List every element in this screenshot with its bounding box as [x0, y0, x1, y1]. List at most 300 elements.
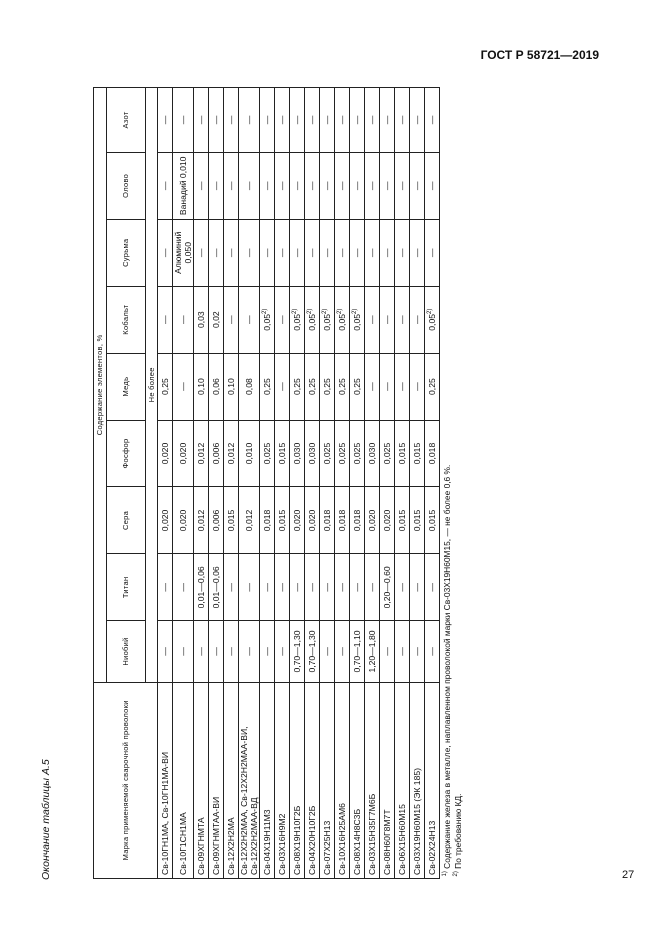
- column-header-element: Медь: [107, 353, 146, 420]
- table-cell: [410, 554, 425, 621]
- table-cell: [320, 152, 335, 219]
- cell-value: —: [382, 647, 392, 656]
- header-row-group: [94, 88, 107, 879]
- cell-value: —: [178, 115, 188, 125]
- table-cell: [290, 219, 305, 286]
- table-cell: [173, 554, 194, 621]
- table-cell: [209, 152, 224, 219]
- cell-value: —: [226, 583, 236, 592]
- table-cell: [239, 554, 260, 621]
- column-header-element: Олово: [107, 152, 146, 219]
- cell-value: —: [322, 647, 332, 656]
- table-cell: [380, 152, 395, 219]
- table-cell: [335, 487, 350, 554]
- table-cell: [410, 420, 425, 487]
- cell-value: —: [337, 115, 347, 125]
- cell-value: 0,20—0,60: [382, 566, 392, 609]
- cell-value: —: [367, 382, 377, 391]
- table-cell: [158, 621, 173, 682]
- cell-value: —: [292, 248, 302, 258]
- cell-value: —: [412, 115, 422, 125]
- cell-value: 0,020: [307, 509, 317, 532]
- wire-grade: Св-03Х19Н60М15 (ЭК 185): [410, 682, 425, 878]
- cell-value: —: [244, 115, 254, 125]
- cell-value: 0,02: [211, 311, 221, 329]
- table-cell: [260, 554, 275, 621]
- table-cell: [335, 88, 350, 153]
- cell-value: —: [337, 647, 347, 656]
- cell-value: 0,25: [307, 378, 317, 395]
- table-cell: [194, 420, 209, 487]
- table-cell: [224, 487, 239, 554]
- table-cell: [290, 152, 305, 219]
- table-cell: [260, 353, 275, 420]
- cell-value: 0,015: [277, 442, 287, 465]
- cell-value: —: [367, 181, 377, 191]
- cell-value: —: [160, 583, 170, 592]
- footnote-2-mark: 2): [453, 871, 460, 877]
- table-cell: [158, 353, 173, 420]
- table-cell: [350, 152, 365, 219]
- table-cell: [410, 286, 425, 353]
- table-cell: [320, 286, 335, 353]
- cell-value: —: [277, 315, 287, 324]
- table-cell: [425, 353, 440, 420]
- cell-value: —: [397, 382, 407, 391]
- table-cell: [410, 621, 425, 682]
- table-cell: [365, 487, 380, 554]
- cell-value: 0,020: [160, 509, 170, 532]
- table-cell: [158, 487, 173, 554]
- cell-value: —: [412, 382, 422, 391]
- table-cell: [335, 353, 350, 420]
- cell-value: —: [226, 647, 236, 656]
- table-row: [158, 88, 173, 879]
- table-cell: [395, 621, 410, 682]
- footnote-marker: 2): [337, 308, 344, 314]
- cell-value: —: [367, 583, 377, 592]
- footnote-1: [442, 90, 453, 877]
- column-header-group: Содержание элементов, %: [94, 88, 107, 683]
- table-cell: [305, 420, 320, 487]
- cell-value: —: [382, 315, 392, 324]
- cell-value: 0,25: [322, 378, 332, 395]
- cell-value: —: [337, 248, 347, 258]
- wire-grade: Св-10Г1СН1МА: [173, 682, 194, 878]
- table-cell: [350, 353, 365, 420]
- table-cell: [350, 487, 365, 554]
- column-header-element: Кобальт: [107, 286, 146, 353]
- cell-value: —: [427, 115, 437, 125]
- cell-value: —: [277, 115, 287, 125]
- cell-value: 0,018: [352, 509, 362, 532]
- cell-value: 0,020: [292, 509, 302, 532]
- table-cell: [224, 554, 239, 621]
- wire-grade: Св-08Н60Г8М7Т: [380, 682, 395, 878]
- column-header-element: Сурьма: [107, 219, 146, 286]
- table-cell: [290, 286, 305, 353]
- table-cell: [365, 219, 380, 286]
- table-cell: [194, 353, 209, 420]
- cell-value: 0,012: [244, 509, 254, 532]
- cell-value: 0,015: [397, 509, 407, 532]
- table-cell: [239, 420, 260, 487]
- footnote-marker: 2): [352, 308, 359, 314]
- column-header-limit: Не более: [146, 88, 158, 683]
- cell-value: 0,025: [382, 442, 392, 465]
- table-cell: [260, 286, 275, 353]
- table-cell: [305, 88, 320, 153]
- cell-value: —: [277, 647, 287, 656]
- cell-value: —: [178, 382, 188, 391]
- cell-value: —: [397, 315, 407, 324]
- table-cell: [239, 621, 260, 682]
- table-row: [365, 88, 380, 879]
- cell-value: 0,08: [244, 378, 254, 395]
- table-cell: [173, 353, 194, 420]
- table-cell: [290, 554, 305, 621]
- table-cell: [239, 487, 260, 554]
- cell-value: 0,020: [382, 509, 392, 532]
- table-cell: [395, 88, 410, 153]
- cell-value: 0,018: [337, 509, 347, 532]
- table-cell: [194, 487, 209, 554]
- table-cell: [425, 88, 440, 153]
- table-cell: [239, 152, 260, 219]
- footnote-row: [440, 88, 465, 879]
- table-cell: [425, 487, 440, 554]
- table-cell: [173, 219, 194, 286]
- table-cell: [194, 219, 209, 286]
- table-cell: [260, 219, 275, 286]
- table-cell: [290, 88, 305, 153]
- cell-value: —: [427, 583, 437, 592]
- table-cell: [365, 152, 380, 219]
- cell-value: 0,010: [244, 442, 254, 465]
- cell-value: —: [367, 248, 377, 258]
- wire-grade: Св-08Х14Н8С3Б: [350, 682, 365, 878]
- footnote-1-mark: 1): [442, 871, 449, 877]
- table-cell: [173, 420, 194, 487]
- table-cell: [224, 286, 239, 353]
- table-cell: [173, 487, 194, 554]
- cell-value: —: [322, 248, 332, 258]
- table-cell: [380, 487, 395, 554]
- table-cell: [380, 219, 395, 286]
- composition-table: [93, 87, 464, 879]
- cell-value: 0,020: [160, 442, 170, 465]
- table-cell: [410, 487, 425, 554]
- document-standard-number: ГОСТ Р 58721—2019: [480, 48, 599, 62]
- cell-value: —: [427, 181, 437, 191]
- cell-value: —: [262, 248, 272, 258]
- wire-grade: Св-12Х2Н2МАА, Св-12Х2Н2МАА-ВИ, Св-12Х2Н2МАА-ВД: [239, 682, 260, 878]
- table-row: [275, 88, 290, 879]
- table-cell: [410, 88, 425, 153]
- cell-value: —: [382, 382, 392, 391]
- cell-value: —: [292, 583, 302, 592]
- table-cell: [290, 353, 305, 420]
- cell-value: —: [352, 583, 362, 592]
- cell-value: 0,70—1,30: [307, 630, 317, 673]
- table-cell: [275, 420, 290, 487]
- wire-grade: Св-09ХГНМТА: [194, 682, 209, 878]
- wire-grade: Св-12Х2Н2МА: [224, 682, 239, 878]
- table-cell: [305, 152, 320, 219]
- cell-value: —: [307, 181, 317, 191]
- table-cell: [275, 487, 290, 554]
- column-header-element: Азот: [107, 88, 146, 153]
- cell-value: —: [412, 647, 422, 656]
- cell-value: —: [337, 583, 347, 592]
- cell-value: —: [178, 647, 188, 656]
- table-cell: [194, 621, 209, 682]
- table-cell: [224, 219, 239, 286]
- cell-value: —: [352, 115, 362, 125]
- table-cell: [260, 420, 275, 487]
- cell-value: 0,25: [352, 378, 362, 395]
- cell-value: —: [244, 315, 254, 324]
- cell-value: —: [277, 583, 287, 592]
- table-cell: [320, 219, 335, 286]
- table-cell: [395, 353, 410, 420]
- cell-value: —: [427, 647, 437, 656]
- table-cell: [320, 353, 335, 420]
- table-cell: [320, 420, 335, 487]
- table-cell: [305, 621, 320, 682]
- table-row: [380, 88, 395, 879]
- cell-value: 0,015: [412, 509, 422, 532]
- table-row: [209, 88, 224, 879]
- cell-value: 0,030: [292, 442, 302, 465]
- table-cell: [290, 487, 305, 554]
- cell-value: —: [322, 583, 332, 592]
- table-cell: [224, 152, 239, 219]
- cell-value: —: [427, 248, 437, 258]
- table-cell: [290, 420, 305, 487]
- cell-value: —: [226, 315, 236, 324]
- table-cell: [335, 554, 350, 621]
- table-cell: [239, 286, 260, 353]
- table-cell: [209, 420, 224, 487]
- table-row: [350, 88, 365, 879]
- table-row: [239, 88, 260, 879]
- cell-value: 0,012: [196, 442, 206, 465]
- table-row: [194, 88, 209, 879]
- cell-value: —: [397, 115, 407, 125]
- cell-value: 0,03: [196, 311, 206, 329]
- cell-value: —: [352, 181, 362, 191]
- table-cell: [260, 152, 275, 219]
- table-cell: [305, 286, 320, 353]
- cell-value: 0,01—0,06: [211, 566, 221, 609]
- cell-value: 0,015: [427, 509, 437, 532]
- table-cell: [350, 420, 365, 487]
- footnote-marker: 2): [322, 308, 329, 314]
- table-cell: [239, 219, 260, 286]
- cell-value: 0,70—1,30: [292, 630, 302, 673]
- table-cell: [158, 554, 173, 621]
- table-cell: [239, 353, 260, 420]
- table-cell: [209, 554, 224, 621]
- cell-value: 0,018: [322, 509, 332, 532]
- cell-value: —: [382, 181, 392, 191]
- table-cell: [335, 420, 350, 487]
- table-cell: [275, 152, 290, 219]
- table-cell: [395, 554, 410, 621]
- table-cell: [158, 88, 173, 153]
- cell-value: 0,25: [160, 378, 170, 395]
- table-cell: [395, 420, 410, 487]
- table-cell: [365, 621, 380, 682]
- table-cell: [260, 88, 275, 153]
- cell-value: —: [196, 181, 206, 191]
- cell-value: —: [160, 115, 170, 125]
- cell-value: —: [244, 181, 254, 191]
- cell-value: —: [277, 248, 287, 258]
- table-cell: [335, 152, 350, 219]
- wire-grade: Св-04Х20Н10Г2Б: [305, 682, 320, 878]
- table-cell: [350, 286, 365, 353]
- table-cell: [275, 353, 290, 420]
- cell-value: 0,025: [337, 442, 347, 465]
- cell-value: 0,05: [352, 313, 362, 331]
- table-cell: [335, 621, 350, 682]
- cell-value: —: [160, 647, 170, 656]
- cell-value: —: [211, 248, 221, 258]
- cell-value: 0,025: [262, 442, 272, 465]
- cell-value: 0,030: [367, 442, 377, 465]
- table-cell: [194, 88, 209, 153]
- table-cell: [275, 219, 290, 286]
- table-cell: [350, 554, 365, 621]
- footnote-1-text: Содержание железа в металле, наплавленном проволокой марки Св-03Х19Н60М15, — не более 0,6 %.: [442, 464, 452, 869]
- cell-value: Ванадий 0,010: [178, 156, 188, 216]
- table-cell: [380, 621, 395, 682]
- footnotes: [440, 88, 465, 879]
- cell-value: —: [397, 181, 407, 191]
- cell-value: 0,05: [262, 313, 272, 331]
- table-cell: [365, 554, 380, 621]
- table-cell: [173, 152, 194, 219]
- cell-value: —: [277, 382, 287, 391]
- cell-value: —: [352, 248, 362, 258]
- footnote-marker: 2): [292, 308, 299, 314]
- cell-value: —: [307, 583, 317, 592]
- cell-value: 0,25: [262, 378, 272, 395]
- table-row: [335, 88, 350, 879]
- cell-value: 0,018: [262, 509, 272, 532]
- table-cell: [380, 420, 395, 487]
- cell-value: 0,05: [427, 313, 437, 331]
- cell-value: —: [412, 248, 422, 258]
- table-cell: [305, 487, 320, 554]
- cell-value: —: [196, 248, 206, 258]
- cell-value: —: [397, 248, 407, 258]
- table-caption: Окончание таблицы А.5: [40, 759, 52, 880]
- cell-value: 0,25: [427, 378, 437, 395]
- table-cell: [425, 152, 440, 219]
- cell-value: —: [397, 647, 407, 656]
- cell-value: —: [226, 181, 236, 191]
- table-cell: [260, 621, 275, 682]
- cell-value: —: [196, 647, 206, 656]
- table-cell: [320, 621, 335, 682]
- table-cell: [395, 219, 410, 286]
- footnote-2-text: По требованию КД.: [453, 793, 463, 869]
- cell-value: —: [226, 248, 236, 258]
- cell-value: 0,006: [211, 509, 221, 532]
- table-cell: [194, 554, 209, 621]
- table-cell: [305, 219, 320, 286]
- cell-value: 0,01—0,06: [196, 566, 206, 609]
- cell-value: —: [244, 583, 254, 592]
- cell-value: —: [226, 115, 236, 125]
- table-cell: [209, 88, 224, 153]
- footnote-marker: 2): [307, 308, 314, 314]
- cell-value: 0,25: [337, 378, 347, 395]
- table-cell: [290, 621, 305, 682]
- cell-value: —: [178, 583, 188, 592]
- table-row: [173, 88, 194, 879]
- table-cell: [365, 353, 380, 420]
- table-cell: [335, 286, 350, 353]
- table-cell: [380, 286, 395, 353]
- table-cell: [224, 88, 239, 153]
- table-cell: [275, 88, 290, 153]
- cell-value: 0,006: [211, 442, 221, 465]
- table-cell: [275, 554, 290, 621]
- table-cell: [350, 219, 365, 286]
- table-row: [224, 88, 239, 879]
- table-cell: [425, 554, 440, 621]
- cell-value: 0,020: [178, 442, 188, 465]
- cell-value: 0,030: [307, 442, 317, 465]
- cell-value: 0,05: [307, 313, 317, 331]
- table-cell: [410, 152, 425, 219]
- table-row: [395, 88, 410, 879]
- table-cell: [425, 286, 440, 353]
- table-cell: [365, 286, 380, 353]
- cell-value: 0,015: [277, 509, 287, 532]
- cell-value: 0,018: [427, 442, 437, 465]
- cell-value: 0,012: [196, 509, 206, 532]
- cell-value: —: [307, 248, 317, 258]
- table-cell: [350, 621, 365, 682]
- table-cell: [209, 219, 224, 286]
- cell-value: 0,015: [412, 442, 422, 465]
- cell-value: 0,025: [352, 442, 362, 465]
- table-cell: [395, 487, 410, 554]
- table-cell: [209, 353, 224, 420]
- table-row: [305, 88, 320, 879]
- cell-value: —: [262, 583, 272, 592]
- wire-grade: Св-02Х24Н13: [425, 682, 440, 878]
- cell-value: —: [322, 181, 332, 191]
- table-cell: [395, 152, 410, 219]
- table-cell: [224, 621, 239, 682]
- wire-grade: Св-04Х19Н11М3: [260, 682, 275, 878]
- cell-value: —: [382, 115, 392, 125]
- cell-value: —: [412, 583, 422, 592]
- cell-value: 1,20—1,80: [367, 630, 377, 673]
- wire-grade: Св-03Х16Н9М2: [275, 682, 290, 878]
- cell-value: 0,020: [178, 509, 188, 532]
- cell-value: 0,05: [292, 313, 302, 331]
- table-cell: [173, 286, 194, 353]
- table-row: [320, 88, 335, 879]
- table-cell: [395, 286, 410, 353]
